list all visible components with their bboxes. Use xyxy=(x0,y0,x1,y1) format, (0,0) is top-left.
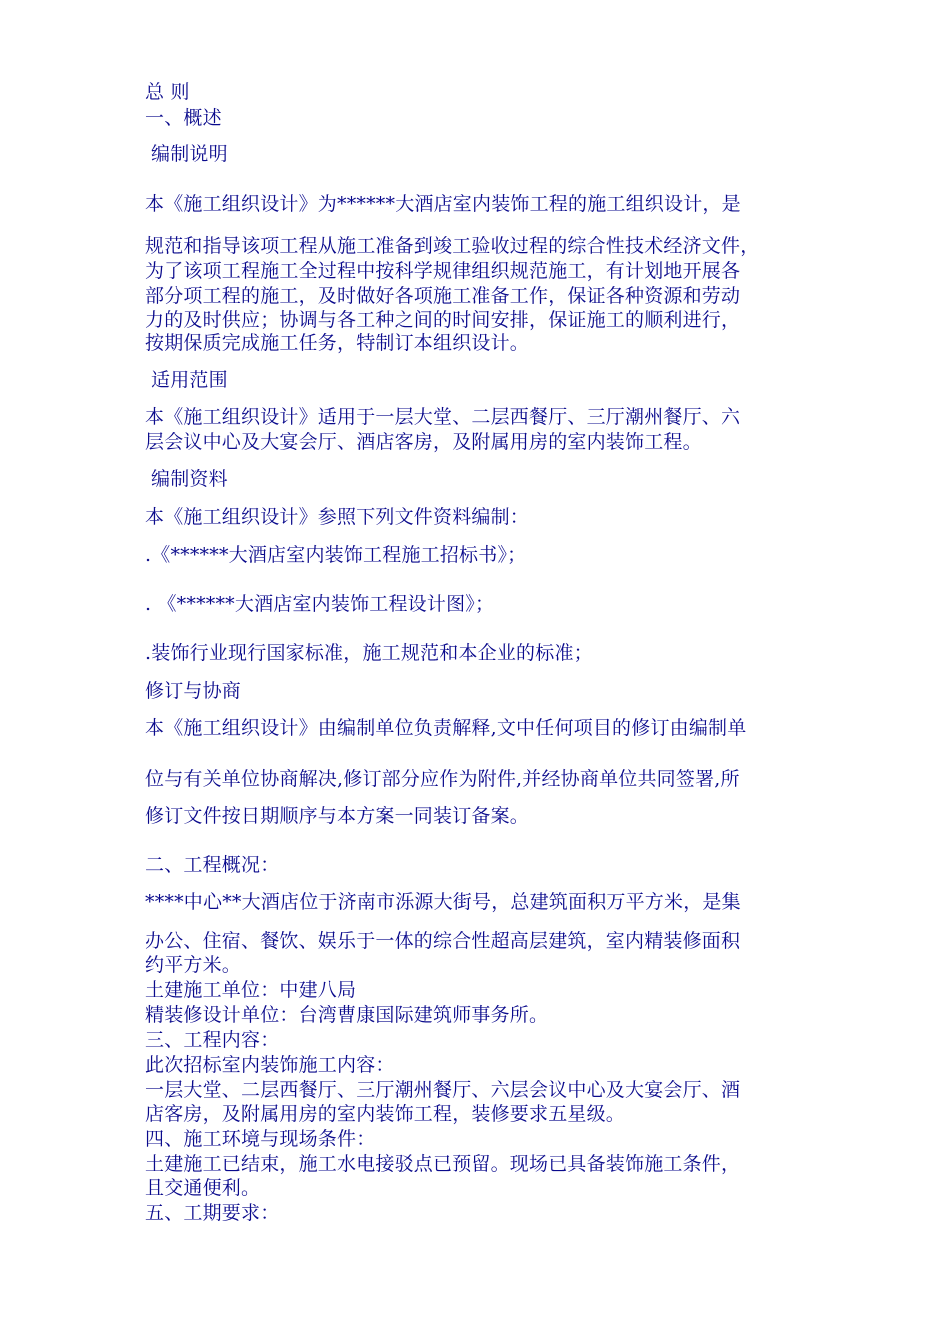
section-heading-site-conditions: 四、施工环境与现场条件： xyxy=(145,1128,376,1150)
subheading-compilation-note: 编制说明 xyxy=(151,143,228,165)
paragraph-line: 本《施工组织设计》由编制单位负责解释,文中任何项目的修订由编制单 xyxy=(145,717,747,739)
paragraph-line: 土建施工单位：中建八局 xyxy=(145,979,357,1001)
document-title: 总 则 xyxy=(145,81,190,103)
reference-item: .装饰行业现行国家标准，施工规范和本企业的标准； xyxy=(145,642,593,664)
paragraph-line: 本《施工组织设计》参照下列文件资料编制： xyxy=(145,506,530,528)
section-heading-overview: 一、概述 xyxy=(145,107,222,129)
section-heading-project-overview: 二、工程概况： xyxy=(145,854,280,876)
reference-item: . 《******大酒店室内装饰工程设计图》； xyxy=(145,593,495,615)
paragraph-line: 精装修设计单位：台湾曹康国际建筑师事务所。 xyxy=(145,1004,549,1026)
subheading-references: 编制资料 xyxy=(151,468,228,490)
paragraph-line: 土建施工已结束，施工水电接驳点已预留。现场已具备装饰施工条件， xyxy=(145,1153,741,1175)
section-heading-project-content: 三、工程内容： xyxy=(145,1029,280,1051)
paragraph-line: 约平方米。 xyxy=(145,954,242,976)
paragraph-line: 一层大堂、二层西餐厅、三厅潮州餐厅、六层会议中心及大宴会厅、酒 xyxy=(145,1079,741,1101)
paragraph-line: 店客房，及附属用房的室内装饰工程，装修要求五星级。 xyxy=(145,1103,626,1125)
paragraph-line: 为了该项工程施工全过程中按科学规律组织规范施工，有计划地开展各 xyxy=(145,260,741,282)
subheading-revision: 修订与协商 xyxy=(145,680,242,702)
paragraph-line: ****中心**大酒店位于济南市泺源大街号，总建筑面积万平方米，是集 xyxy=(145,891,741,913)
reference-item: .《******大酒店室内装饰工程施工招标书》； xyxy=(145,544,527,566)
paragraph-line: 规范和指导该项工程从施工准备到竣工验收过程的综合性技术经济文件， xyxy=(145,235,760,257)
section-heading-schedule: 五、工期要求： xyxy=(145,1202,280,1224)
paragraph-line: 且交通便利。 xyxy=(145,1177,261,1199)
paragraph-line: 部分项工程的施工，及时做好各项施工准备工作，保证各种资源和劳动 xyxy=(145,285,741,307)
paragraph-line: 力的及时供应；协调与各工种之间的时间安排，保证施工的顺利进行， xyxy=(145,309,741,331)
paragraph-line: 按期保质完成施工任务，特制订本组织设计。 xyxy=(145,332,530,354)
paragraph-line: 本《施工组织设计》适用于一层大堂、二层西餐厅、三厅潮州餐厅、六 xyxy=(145,406,741,428)
paragraph-line: 办公、住宿、餐饮、娱乐于一体的综合性超高层建筑，室内精装修面积 xyxy=(145,930,741,952)
paragraph-line: 位与有关单位协商解决,修订部分应作为附件,并经协商单位共同签署,所 xyxy=(145,768,740,790)
paragraph-line: 此次招标室内装饰施工内容： xyxy=(145,1054,395,1076)
paragraph-line: 本《施工组织设计》为******大酒店室内装饰工程的施工组织设计，是 xyxy=(145,193,741,215)
paragraph-line: 层会议中心及大宴会厅、酒店客房，及附属用房的室内装饰工程。 xyxy=(145,431,702,453)
subheading-scope: 适用范围 xyxy=(151,369,228,391)
paragraph-line: 修订文件按日期顺序与本方案一同装订备案。 xyxy=(145,805,530,827)
